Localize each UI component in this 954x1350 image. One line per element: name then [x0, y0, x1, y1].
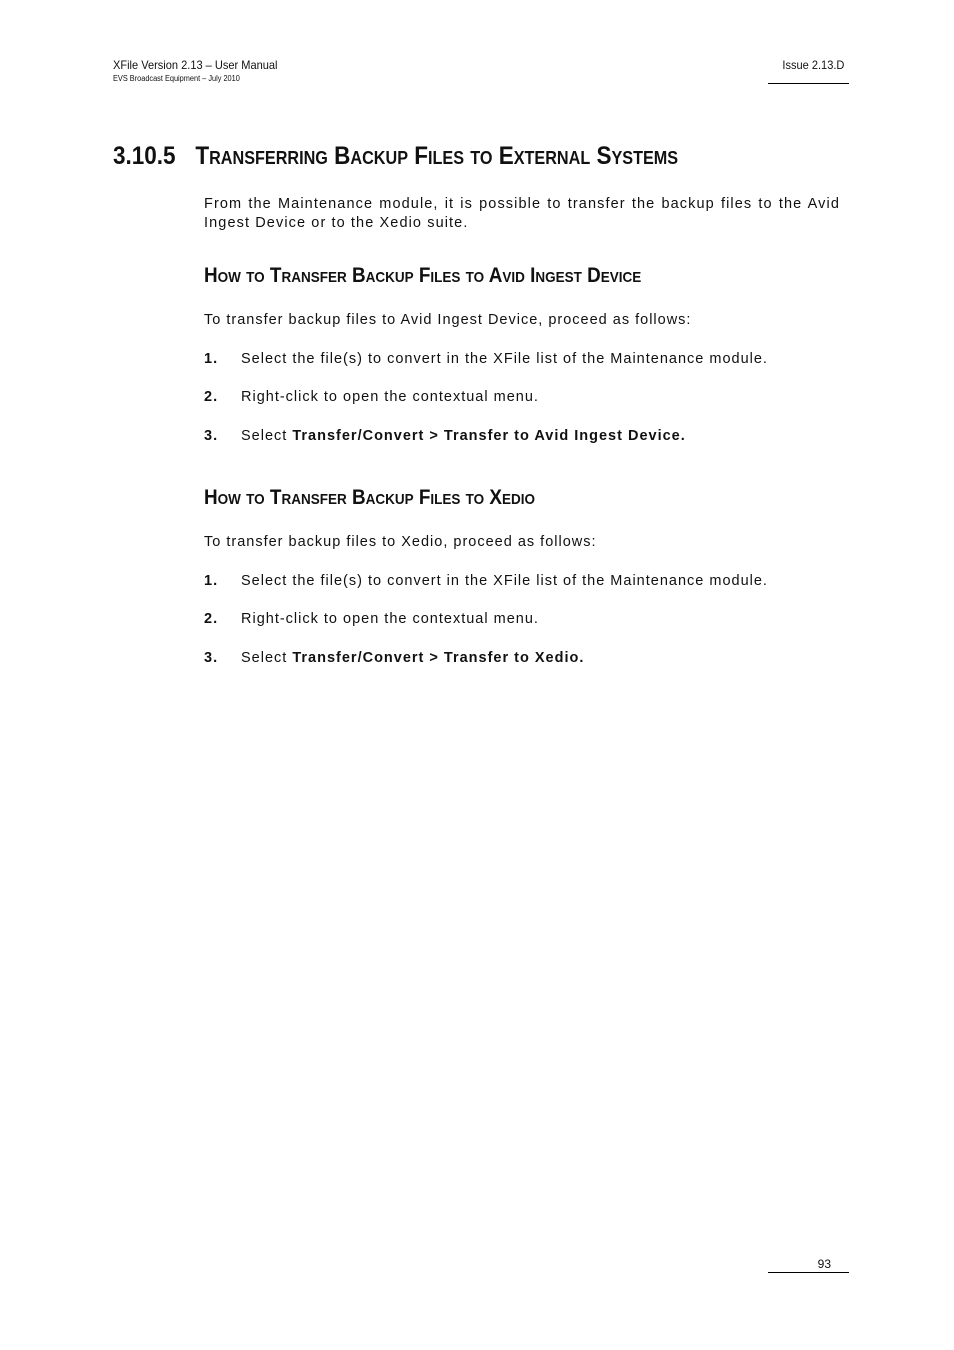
- step-text: Select: [241, 650, 293, 666]
- avid-step-3: [204, 428, 686, 444]
- step-number: 2.: [204, 389, 219, 405]
- intro-paragraph: From the Maintenance module, it is possible to transfer the backup files to the Avid Ingest Device or to the Xedio suite.: [204, 196, 840, 231]
- step-text: Select the file(s) to convert in the XFile list of the Maintenance module.: [241, 351, 768, 367]
- step-text: Select: [241, 428, 293, 444]
- step-number: 3.: [204, 650, 219, 666]
- xedio-heading: How to Transfer Backup Files to Xedio: [204, 486, 536, 509]
- step-number: 1.: [204, 573, 219, 589]
- page-number: 93: [817, 1257, 831, 1271]
- step-number: 3.: [204, 428, 219, 444]
- avid-lead-text: To transfer backup files to Avid Ingest Device, proceed as follows:: [204, 312, 692, 328]
- menu-path: Transfer/Convert > Transfer to Avid Ingest Device.: [292, 428, 686, 444]
- issue-label: Issue 2.13.D: [782, 58, 844, 72]
- xedio-lead-text: To transfer backup files to Xedio, proceed as follows:: [204, 534, 597, 550]
- step-text: Right-click to open the contextual menu.: [241, 611, 539, 627]
- step-number: 2.: [204, 611, 219, 627]
- section-number: 3.10.5: [113, 142, 176, 170]
- step-number: 1.: [204, 351, 219, 367]
- footer-rule: [768, 1272, 849, 1273]
- section-heading: [113, 142, 678, 171]
- xedio-step-2: [204, 611, 539, 627]
- header-rule: [768, 83, 849, 84]
- document-title: XFile Version 2.13 – User Manual: [113, 58, 278, 72]
- document-subtitle: EVS Broadcast Equipment – July 2010: [113, 74, 240, 83]
- avid-step-1: [204, 351, 768, 367]
- xedio-step-3: [204, 650, 584, 666]
- step-text: Right-click to open the contextual menu.: [241, 389, 539, 405]
- menu-path: Transfer/Convert > Transfer to Xedio.: [292, 650, 585, 666]
- section-title: Transferring Backup Files to External Systems: [195, 142, 679, 170]
- avid-step-2: [204, 389, 539, 405]
- step-text: Select the file(s) to convert in the XFile list of the Maintenance module.: [241, 573, 768, 589]
- avid-heading: How to Transfer Backup Files to Avid Ingest Device: [204, 264, 642, 287]
- xedio-step-1: [204, 573, 768, 589]
